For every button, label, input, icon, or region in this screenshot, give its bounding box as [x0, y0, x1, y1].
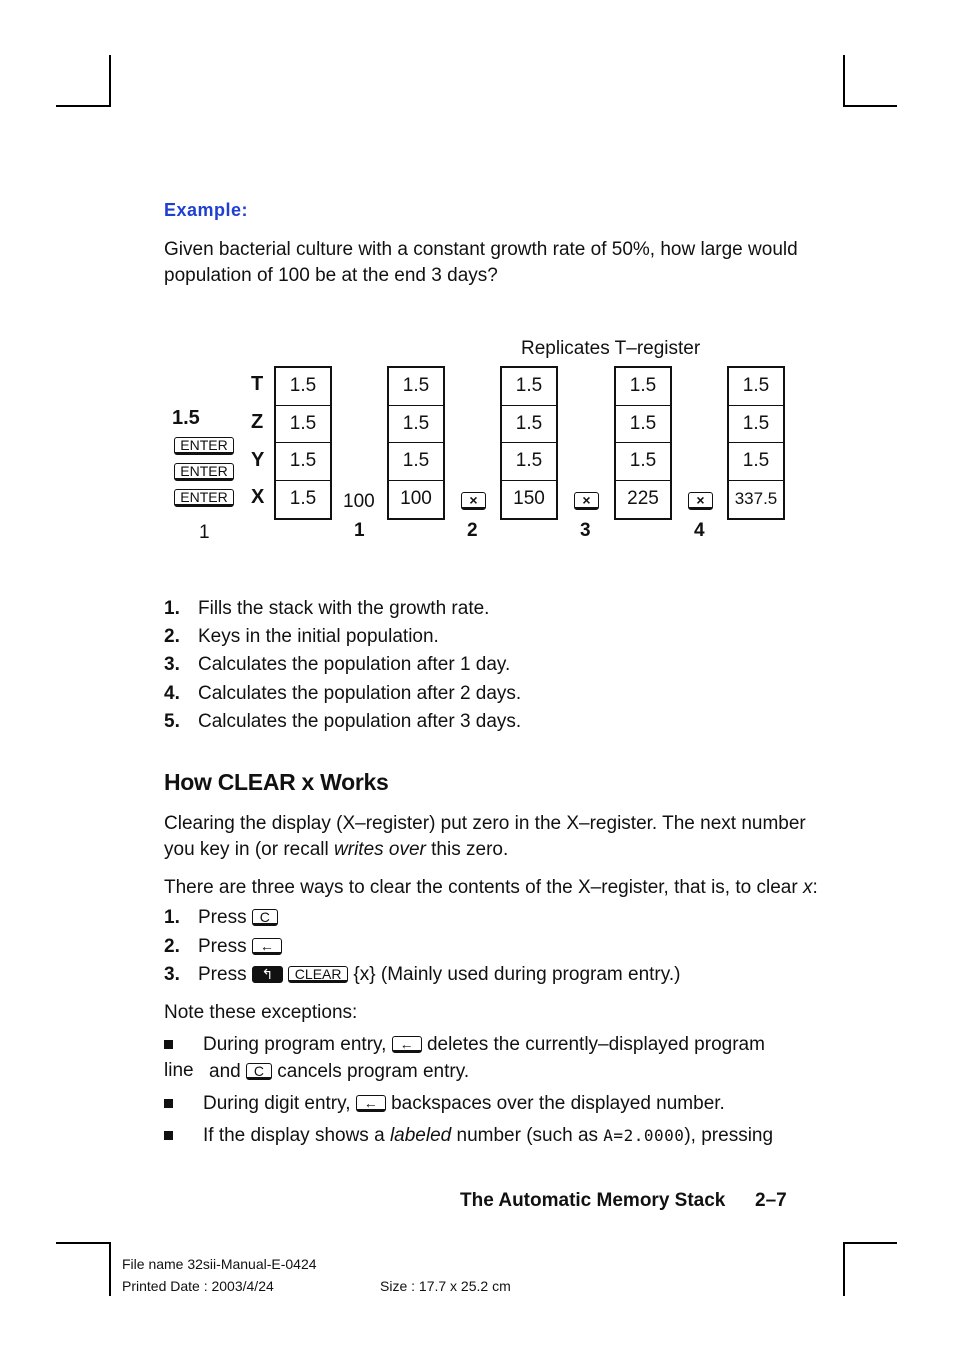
text-span: If the display shows a — [203, 1125, 390, 1146]
multiply-key: × — [574, 492, 599, 510]
crop-mark — [843, 1242, 897, 1244]
register-stack — [727, 366, 785, 520]
menu-item: {x} — [353, 964, 376, 985]
list-text: Calculates the population after 2 days. — [198, 683, 522, 704]
text-span: During program entry, — [203, 1034, 387, 1055]
section-heading: How CLEAR x Works — [164, 769, 389, 795]
crop-mark — [109, 1242, 111, 1296]
list-text: Calculates the population after 1 day. — [198, 654, 511, 675]
register-stack — [274, 366, 332, 520]
list-item — [164, 934, 282, 960]
paragraph-line: Clearing the display (X–register) put zero in the X–register. The next number — [164, 813, 806, 834]
diagram-caption: Replicates T–register — [521, 338, 701, 359]
page-size: Size : 17.7 x 25.2 cm — [380, 1278, 511, 1294]
register-cell: 1.5 — [502, 368, 556, 406]
register-cell: 100 — [400, 488, 432, 510]
crop-mark — [843, 105, 897, 107]
paragraph-line: Note these exceptions: — [164, 1002, 358, 1023]
register-cell: 1.5 — [616, 443, 670, 481]
list-text: Keys in the initial population. — [198, 626, 439, 647]
entry-value: 1.5 — [172, 407, 200, 429]
register-cell: 1.5 — [729, 443, 783, 481]
list-text: Calculates the population after 3 days. — [198, 711, 522, 732]
list-text: Fills the stack with the growth rate. — [198, 598, 490, 619]
press-label: Press — [198, 964, 247, 985]
text-span: deletes the currently–displayed program line — [164, 1034, 765, 1081]
question-line-2: population of 100 be at the end 3 days? — [164, 265, 498, 286]
list-item — [164, 624, 439, 650]
backspace-key-icon: ← — [252, 938, 282, 955]
clear-key-icon: C — [252, 909, 278, 926]
text-span: and — [209, 1061, 241, 1082]
step-number: 1 — [354, 520, 365, 541]
multiply-key: × — [688, 492, 713, 510]
step-number: 3 — [580, 520, 591, 541]
list-number: 4. — [164, 683, 180, 704]
register-cell: 1.5 — [729, 368, 783, 406]
text-span: ), pressing — [684, 1125, 774, 1146]
register-cell: 1.5 — [276, 406, 330, 444]
bullet-item — [164, 1123, 773, 1149]
enter-key: ENTER — [174, 463, 234, 481]
keyed-value: 100 — [343, 491, 375, 512]
bullet-continuation — [209, 1059, 469, 1085]
press-label: Press — [198, 936, 247, 957]
crop-mark — [843, 55, 845, 107]
page-number: 2–7 — [755, 1190, 787, 1211]
crop-mark — [56, 105, 110, 107]
enter-key: ENTER — [174, 489, 234, 507]
press-label: Press — [198, 907, 247, 928]
step-number: 2 — [467, 520, 478, 541]
enter-key: ENTER — [174, 437, 234, 455]
crop-mark — [109, 55, 111, 107]
register-cell: 1.5 — [616, 368, 670, 406]
register-cell: 1.5 — [389, 368, 443, 406]
list-number: 5. — [164, 711, 180, 732]
text-span: cancels program entry. — [277, 1061, 470, 1082]
emphasis: labeled — [389, 1125, 452, 1146]
register-cell: 1.5 — [389, 443, 443, 481]
lcd-display-text: A=2.0000 — [603, 1126, 685, 1145]
text-span: : — [812, 877, 818, 898]
register-stack — [500, 366, 558, 520]
list-number: 2. — [164, 936, 180, 957]
register-cell: 337.5 — [734, 489, 778, 509]
crop-mark — [843, 1242, 845, 1296]
question-line-1: Given bacterial culture with a constant growth rate of 50%, how large would — [164, 239, 798, 260]
register-cell: 1.5 — [389, 406, 443, 444]
list-item — [164, 652, 510, 678]
list-number: 2. — [164, 626, 180, 647]
crop-mark — [56, 1242, 110, 1244]
register-cell: 225 — [627, 488, 659, 510]
text-span: backspaces over the displayed number. — [391, 1093, 725, 1114]
example-heading: Example: — [164, 200, 249, 220]
list-number: 3. — [164, 964, 180, 985]
register-label-t: T — [251, 373, 264, 395]
bullet-icon — [164, 1131, 173, 1140]
backspace-key-icon: ← — [392, 1036, 422, 1053]
list-number: 1. — [164, 598, 180, 619]
multiply-key: × — [461, 492, 486, 510]
text-span: There are three ways to clear the contents of the X–register, that is, to clear — [164, 877, 803, 898]
step-under-entry: 1 — [199, 522, 210, 543]
register-label-z: Z — [251, 411, 264, 433]
text-span: you key in (or recall — [164, 839, 335, 860]
list-item — [164, 905, 278, 931]
register-cell: 1.5 — [729, 406, 783, 444]
register-cell: 1.5 — [276, 368, 330, 406]
file-name: File name 32sii-Manual-E-0424 — [122, 1256, 317, 1272]
list-item — [164, 709, 521, 735]
paragraph-line — [164, 837, 508, 863]
register-cell: 1.5 — [289, 488, 317, 510]
bullet-icon — [164, 1040, 173, 1049]
register-stack — [387, 366, 445, 520]
clear-menu-key-icon: CLEAR — [288, 966, 348, 983]
list-number: 3. — [164, 654, 180, 675]
emphasis: writes over — [334, 839, 426, 860]
text-span: During digit entry, — [203, 1093, 351, 1114]
printed-date: Printed Date : 2003/4/24 — [122, 1278, 274, 1294]
register-label-x: X — [251, 486, 265, 508]
bullet-icon — [164, 1099, 173, 1108]
register-cell: 1.5 — [616, 406, 670, 444]
register-cell: 1.5 — [276, 443, 330, 481]
list-item — [164, 596, 489, 622]
clear-key-icon: C — [246, 1063, 272, 1080]
backspace-key-icon: ← — [356, 1095, 386, 1112]
list-number: 1. — [164, 907, 180, 928]
register-cell: 1.5 — [502, 443, 556, 481]
text-span: number (such as — [451, 1125, 604, 1146]
list-item — [164, 681, 521, 707]
emphasis: x — [802, 877, 813, 898]
running-footer-title: The Automatic Memory Stack — [460, 1190, 726, 1211]
step-number: 4 — [694, 520, 705, 541]
list-item — [164, 962, 680, 988]
paragraph-line — [164, 875, 818, 901]
shift-key-icon: ↰ — [252, 966, 283, 983]
bullet-item — [164, 1091, 725, 1117]
register-cell: 150 — [513, 488, 545, 510]
text-span: this zero. — [425, 839, 509, 860]
note-text: (Mainly used during program entry.) — [380, 964, 681, 985]
register-cell: 1.5 — [502, 406, 556, 444]
register-stack — [614, 366, 672, 520]
register-label-y: Y — [251, 449, 265, 471]
